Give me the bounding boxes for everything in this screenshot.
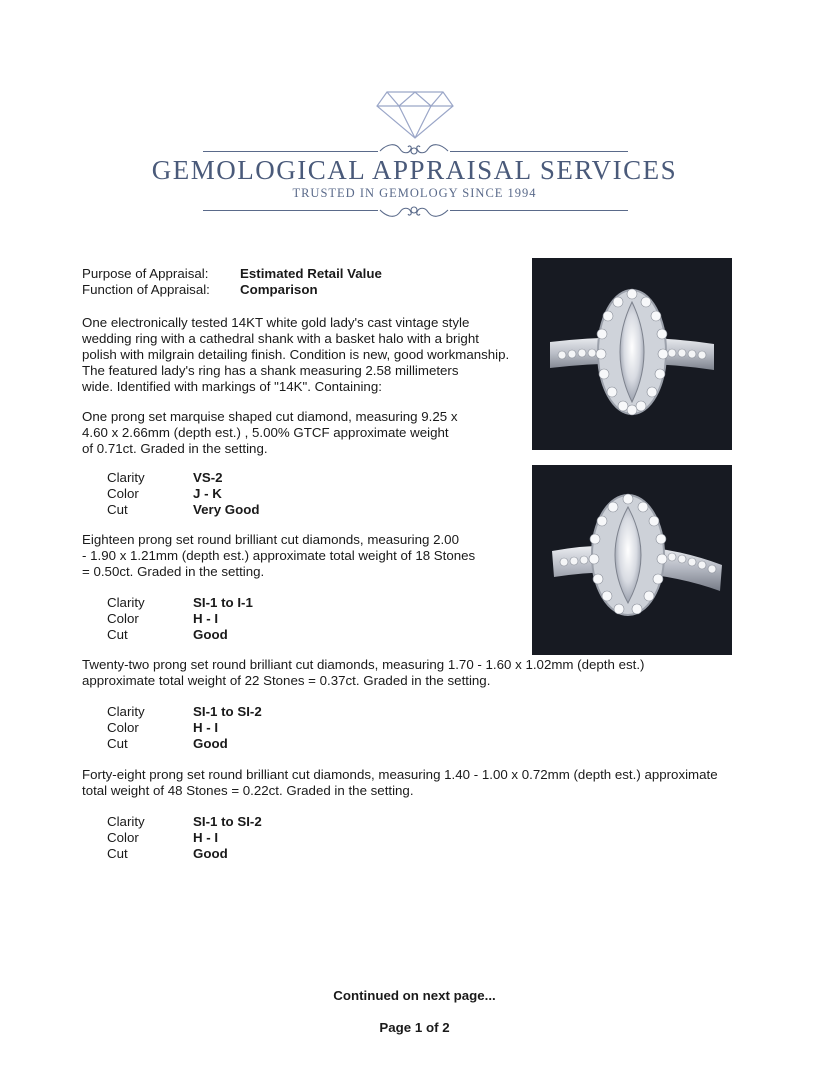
- stone-line: approximate total weight of 22 Stones = 0.37ct. Graded in the setting.: [82, 673, 491, 688]
- appraisal-meta: [82, 266, 382, 298]
- grade-value: Good: [193, 627, 228, 642]
- stone-line: - 1.90 x 1.21mm (depth est.) approximate total weight of 18 Stones: [82, 548, 476, 563]
- grade-value: Good: [193, 846, 228, 861]
- stone-line: = 0.50ct. Graded in the setting.: [82, 564, 265, 579]
- grade-label: Cut: [107, 627, 128, 642]
- grade-value: Good: [193, 736, 228, 751]
- grade-label: Cut: [107, 846, 128, 861]
- grade-label: Color: [107, 486, 139, 501]
- grade-label: Color: [107, 720, 139, 735]
- item-description: [82, 315, 509, 395]
- grade-value: H - I: [193, 611, 219, 626]
- grade-value: H - I: [193, 720, 219, 735]
- grade-label: Color: [107, 830, 139, 845]
- meta-row-function: [82, 282, 382, 298]
- stone-description: [82, 532, 475, 580]
- stone-grades: [107, 814, 262, 862]
- stone-grades: [107, 704, 262, 752]
- grade-value: H - I: [193, 830, 219, 845]
- grade-value: J - K: [193, 486, 222, 501]
- grade-label: Clarity: [107, 814, 145, 829]
- grade-value: SI-1 to I-1: [193, 595, 253, 610]
- stone-description: [82, 409, 458, 457]
- description-line: wide. Identified with markings of "14K". Containing:: [82, 379, 382, 394]
- diamond-outline-icon: [375, 90, 455, 140]
- stone-grades: [107, 470, 260, 518]
- grade-label: Cut: [107, 736, 128, 751]
- grade-label: Color: [107, 611, 139, 626]
- stone-line: 4.60 x 2.66mm (depth est.) , 5.00% GTCF approximate weight: [82, 425, 449, 440]
- meta-value: Estimated Retail Value: [240, 266, 382, 281]
- stone-line: total weight of 48 Stones = 0.22ct. Graded in the setting.: [82, 783, 414, 798]
- continued-notice: Continued on next page...: [333, 988, 496, 1003]
- ring-image-angled: [532, 465, 732, 655]
- grade-label: Clarity: [107, 595, 145, 610]
- meta-label: Purpose of Appraisal:: [82, 266, 209, 281]
- stone-line: Twenty-two prong set round brilliant cut diamonds, measuring 1.70 - 1.60 x 1.02mm (depth est.): [82, 657, 645, 672]
- footer-rule-right: [450, 210, 628, 211]
- description-line: One electronically tested 14KT white gold lady's cast vintage style: [82, 315, 470, 330]
- page-number: Page 1 of 2: [379, 1020, 450, 1035]
- company-name: GEMOLOGICAL APPRAISAL SERVICES: [151, 155, 678, 185]
- grade-label: Clarity: [107, 704, 145, 719]
- description-line: The featured lady's ring has a shank measuring 2.58 millimeters: [82, 363, 459, 378]
- company-tagline: TRUSTED IN GEMOLOGY SINCE 1994: [292, 186, 537, 200]
- ornament-scroll-icon-bottom: [378, 200, 450, 220]
- grade-value: VS-2: [193, 470, 223, 485]
- grade-value: Very Good: [193, 502, 260, 517]
- appraisal-logo: [0, 0, 829, 230]
- stone-line: One prong set marquise shaped cut diamond, measuring 9.25 x: [82, 409, 458, 424]
- footer-rule-left: [203, 210, 378, 211]
- ring-photo-top: [532, 258, 732, 450]
- ring-photo-bottom: [532, 465, 732, 655]
- grade-label: Cut: [107, 502, 128, 517]
- meta-value: Comparison: [240, 282, 318, 297]
- stone-grades: [107, 595, 253, 643]
- meta-row-purpose: [82, 266, 382, 282]
- grade-label: Clarity: [107, 470, 145, 485]
- description-line: wedding ring with a cathedral shank with a basket halo with a bright: [82, 331, 479, 346]
- ring-image: [532, 258, 732, 450]
- stone-line: of 0.71ct. Graded in the setting.: [82, 441, 268, 456]
- grade-value: SI-1 to SI-2: [193, 704, 262, 719]
- stone-description: [82, 657, 644, 689]
- stone-description: [82, 767, 718, 799]
- meta-label: Function of Appraisal:: [82, 282, 210, 297]
- grade-value: SI-1 to SI-2: [193, 814, 262, 829]
- stone-line: Forty-eight prong set round brilliant cut diamonds, measuring 1.40 - 1.00 x 0.72mm (depth est.) approximate: [82, 767, 718, 782]
- description-line: polish with milgrain detailing finish. Condition is new, good workmanship.: [82, 347, 510, 362]
- header-rule-right: [450, 151, 628, 152]
- header-rule-left: [203, 151, 378, 152]
- stone-line: Eighteen prong set round brilliant cut diamonds, measuring 2.00: [82, 532, 459, 547]
